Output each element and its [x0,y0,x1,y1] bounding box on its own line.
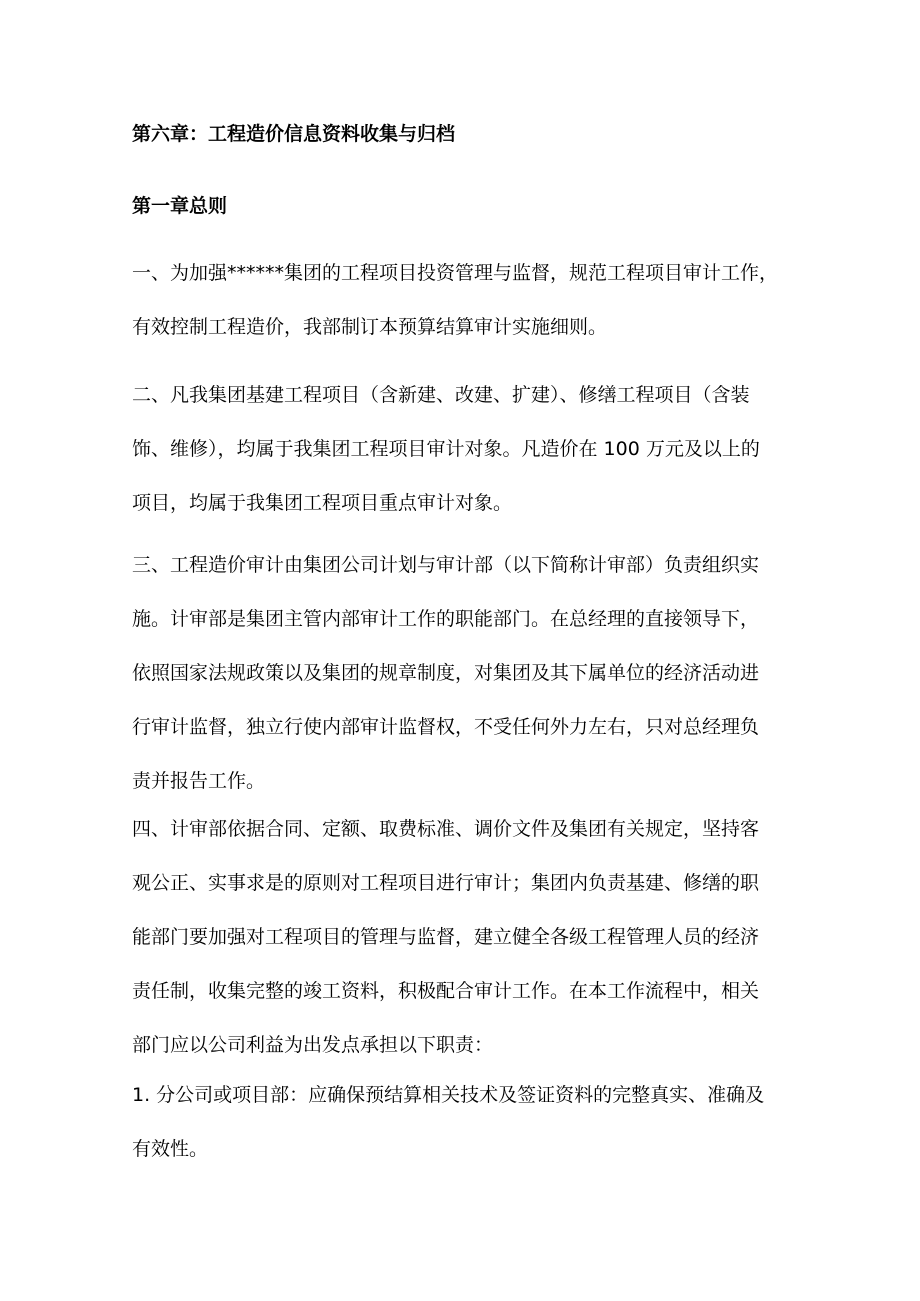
paragraph-line: 责并报告工作。 [132,770,266,792]
paragraph-line: 四、计审部依据合同、定额、取费标准、调价文件及集团有关规定，坚持客 [132,818,760,840]
paragraph-line: 1. 分公司或项目部：应确保预结算相关技术及签证资料的完整真实、准确及 [132,1084,765,1106]
paragraph-line: 一、为加强******集团的工程项目投资管理与监督，规范工程项目审计工作， [132,262,779,284]
paragraph-line: 责任制，收集完整的竣工资料，积极配合审计工作。在本工作流程中，相关 [132,980,760,1002]
paragraph-line: 饰、维修），均属于我集团工程项目审计对象。凡造价在 100 万元及以上的 [132,438,760,460]
paragraph-line: 观公正、实事求是的原则对工程项目进行审计；集团内负责基建、修缮的职 [132,872,760,894]
paragraph-line: 施。计审部是集团主管内部审计工作的职能部门。在总经理的直接领导下， [132,608,760,630]
paragraph-line: 有效性。 [132,1138,209,1160]
paragraph-1 [132,246,802,354]
paragraph-line: 行审计监督，独立行使内部审计监督权，不受任何外力左右，只对总经理负 [132,716,760,738]
paragraph-line: 项目，均属于我集团工程项目重点审计对象。 [132,492,513,514]
chapter-heading: 第六章：工程造价信息资料收集与归档 [132,123,456,145]
paragraph-line: 依照国家法规政策以及集团的规章制度，对集团及其下属单位的经济活动进 [132,662,760,684]
paragraph-line: 三、工程造价审计由集团公司计划与审计部（以下简称计审部）负责组织实 [132,554,760,576]
paragraph-5 [132,1068,802,1176]
paragraph-line: 有效控制工程造价，我部制订本预算结算审计实施细则。 [132,316,608,338]
paragraph-line: 部门应以公司利益为出发点承担以下职责： [132,1034,494,1056]
paragraph-2 [132,368,802,530]
paragraph-line: 二、凡我集团基建工程项目（含新建、改建、扩建）、修缮工程项目（含装 [132,384,750,406]
paragraph-4 [132,802,802,1072]
paragraph-3 [132,538,802,808]
section-heading: 第一章总则 [132,195,228,217]
paragraph-line: 能部门要加强对工程项目的管理与监督，建立健全各级工程管理人员的经济 [132,926,760,948]
